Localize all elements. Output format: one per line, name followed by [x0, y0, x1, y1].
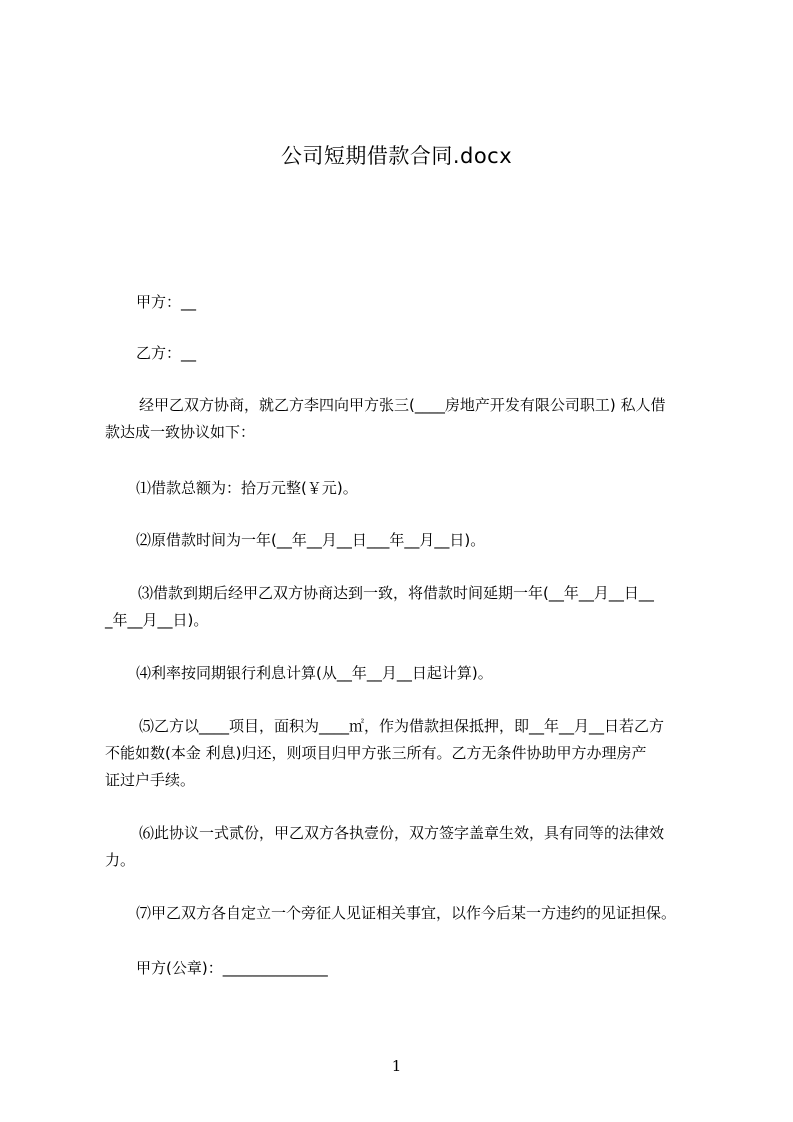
clause-7-line-1: ⑺甲乙双方各自定立一个旁征人见证相关事宜，以作今后某一方违约的见证担保。 [136, 904, 677, 922]
clause-3-line-1: ⑶借款到期后经甲乙双方协商达到一致，将借款时间延期一年(__年__月__日__ [138, 584, 654, 602]
signature-line: 甲方(公章)：______________ [136, 959, 328, 977]
party-b-line: 乙方：__ [136, 344, 197, 362]
intro-line-2: 款达成一致协议如下： [105, 423, 256, 441]
clause-6-line-1: ⑹此协议一式贰份，甲乙双方各执壹份，双方签字盖章生效，具有同等的法律效 [139, 824, 665, 842]
clause-2-line-1: ⑵原借款时间为一年(__年__月__日___年__月__日)。 [136, 531, 486, 549]
clause-3-line-2: _年__月__日)。 [105, 611, 209, 629]
clause-5-line-2: 不能如数(本金 利息)归还，则项目归甲方张三所有。乙方无条件协助甲方办理房产 [105, 744, 647, 762]
intro-line-1: 经甲乙双方协商，就乙方李四向甲方张三(____房地产开发有限公司职工) 私人借 [139, 396, 666, 414]
party-a-line: 甲方：__ [136, 293, 197, 311]
clause-6-line-2: 力。 [105, 851, 136, 869]
page-number: 1 [391, 1057, 402, 1075]
clause-1-line-1: ⑴借款总额为：拾万元整(￥元)。 [136, 479, 358, 497]
clause-5-line-3: 证过户手续。 [105, 771, 196, 789]
document-title: 公司短期借款合同.docx [280, 144, 513, 168]
clause-4-line-1: ⑷利率按同期银行利息计算(从__年__月__日起计算)。 [136, 664, 493, 682]
clause-5-line-1: ⑸乙方以____项目，面积为____㎡，作为借款担保抵押，即__年__月__日若乙方 [139, 717, 665, 735]
